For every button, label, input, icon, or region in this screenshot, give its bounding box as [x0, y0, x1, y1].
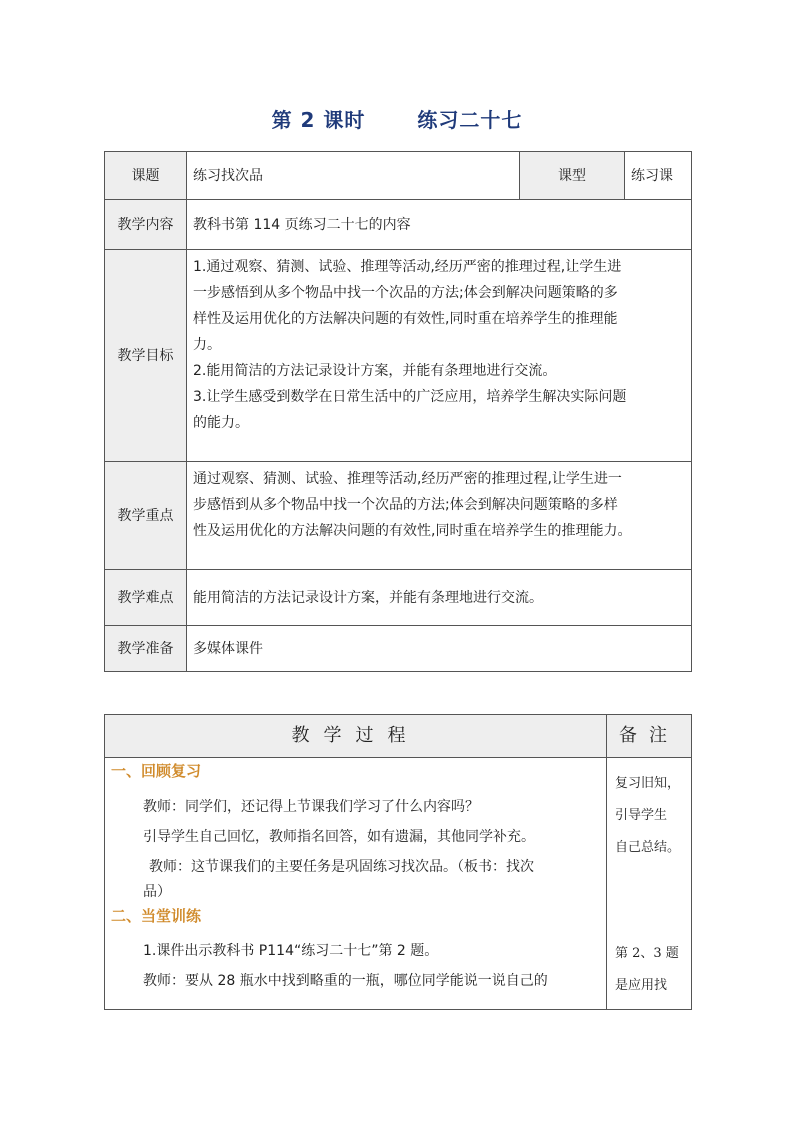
note-line: 复习旧知， — [615, 776, 681, 791]
note-spacer — [615, 864, 687, 938]
goal-line: 样性及运用优化的方法解决问题的有效性,同时重在培养学生的推理能 — [193, 311, 618, 327]
prep-value: 多媒体课件 — [187, 626, 692, 672]
type-value: 练习课 — [625, 152, 692, 200]
section-practice-title: 二、当堂训练 — [111, 907, 202, 925]
goal-value — [187, 250, 692, 462]
goal-line: 1.通过观察、猜测、试验、推理等活动,经历严密的推理过程,让学生进 — [193, 259, 622, 275]
key-value — [187, 462, 692, 570]
goal-line: 2.能用简洁的方法记录设计方案，并能有条理地进行交流。 — [193, 363, 557, 379]
goal-line: 一步感悟到从多个物品中找一个次品的方法;体会到解决问题策略的多 — [193, 285, 618, 301]
process-content — [105, 758, 607, 1010]
content-label: 教学内容 — [105, 200, 187, 250]
process-body-row — [105, 758, 692, 1010]
practice-line: 教师：要从 28 瓶水中找到略重的一瓶，哪位同学能说一说自己的 — [143, 973, 548, 989]
type-label: 课型 — [520, 152, 625, 200]
review-line: 品） — [143, 884, 171, 900]
review-line: 教师：这节课我们的主要任务是巩固练习找次品。（板书：找次 — [149, 859, 534, 875]
key-line: 通过观察、猜测、试验、推理等活动,经历严密的推理过程,让学生进一 — [193, 471, 622, 487]
goal-row — [105, 250, 692, 462]
difficulty-label: 教学难点 — [105, 570, 187, 626]
note-line: 是应用找 — [615, 978, 668, 993]
lesson-name: 练习二十七 — [417, 108, 523, 132]
goal-line: 力。 — [193, 337, 221, 353]
section-review-title: 一、回顾复习 — [111, 762, 202, 780]
goal-label: 教学目标 — [105, 250, 187, 462]
topic-label: 课题 — [105, 152, 187, 200]
content-row — [105, 200, 692, 250]
content-value: 教科书第 114 页练习二十七的内容 — [187, 200, 692, 250]
note-content — [607, 758, 692, 1010]
key-row — [105, 462, 692, 570]
prep-row — [105, 626, 692, 672]
review-line: 教师：同学们，还记得上节课我们学习了什么内容吗？ — [143, 799, 479, 815]
difficulty-row — [105, 570, 692, 626]
lesson-number: 第 2 课时 — [271, 108, 366, 132]
topic-value: 练习找次品 — [187, 152, 520, 200]
process-header: 教学过程 — [105, 715, 607, 758]
teaching-process-table — [104, 714, 692, 1010]
note-line: 自己总结。 — [615, 840, 681, 855]
process-header-row — [105, 715, 692, 758]
prep-label: 教学准备 — [105, 626, 187, 672]
topic-row — [105, 152, 692, 200]
note-header: 备注 — [607, 715, 692, 758]
key-line: 步感悟到从多个物品中找一个次品的方法;体会到解决问题策略的多样 — [193, 497, 618, 513]
lesson-info-table — [104, 151, 692, 672]
note-line: 引导学生 — [615, 808, 668, 823]
goal-line: 3.让学生感受到数学在日常生活中的广泛应用，培养学生解决实际问题 — [193, 389, 627, 405]
key-line: 性及运用优化的方法解决问题的有效性,同时重在培养学生的推理能力。 — [193, 523, 632, 539]
note-line: 第 2、3 题 — [615, 946, 679, 961]
goal-line: 的能力。 — [193, 415, 249, 431]
difficulty-value: 能用简洁的方法记录设计方案，并能有条理地进行交流。 — [187, 570, 692, 626]
practice-line: 1.课件出示教科书 P114“练习二十七”第 2 题。 — [143, 943, 439, 959]
key-label: 教学重点 — [105, 462, 187, 570]
page-title — [0, 104, 794, 133]
review-line: 引导学生自己回忆，教师指名回答，如有遗漏，其他同学补充。 — [143, 829, 535, 845]
